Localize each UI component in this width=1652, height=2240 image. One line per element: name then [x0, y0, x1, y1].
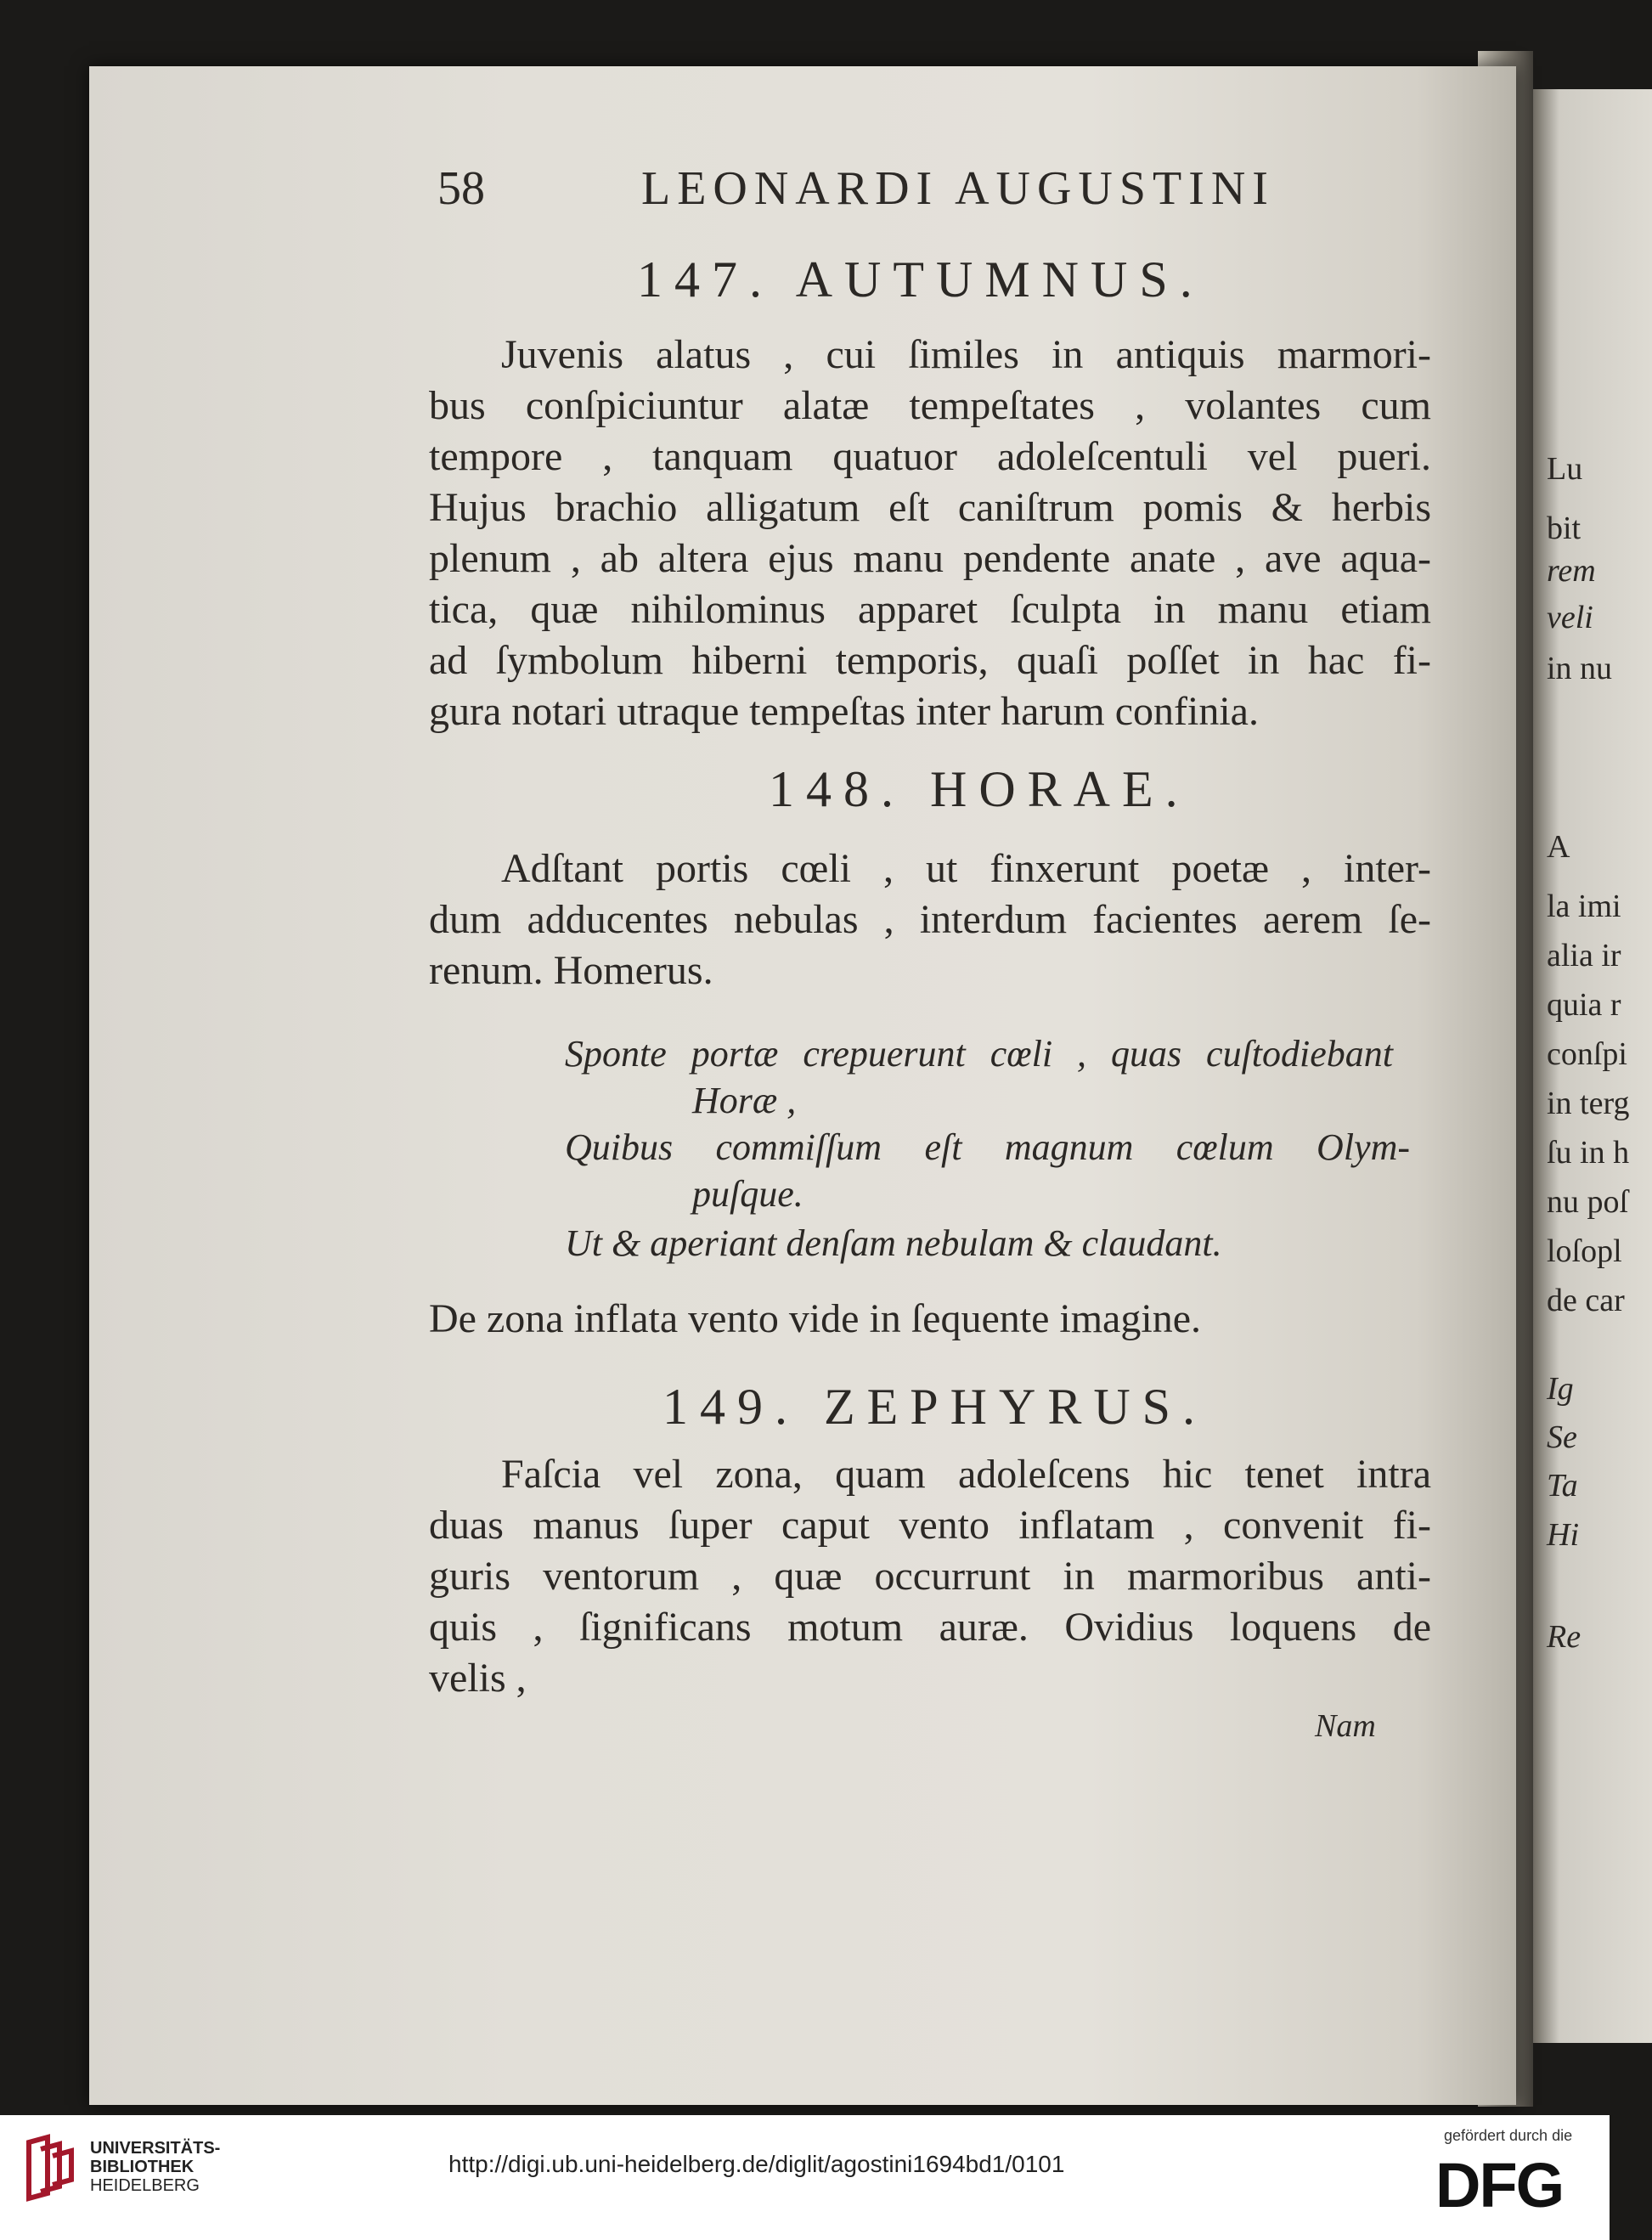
text-line: duas manus ſuper caput vento inflatam , convenit fi- [429, 1503, 1431, 1548]
text-line: gura notari utraque tempeſtas inter harum confinia. [429, 689, 1259, 734]
facing-page-fragment: nu poſ [1547, 1184, 1629, 1220]
text-line: bus conſpiciuntur alatæ tempeſtates , volantes cum [429, 383, 1431, 428]
text-line: Hujus brachio alligatum eſt caniſtrum pomis & herbis [429, 485, 1431, 530]
facing-page-fragment: Ta [1547, 1468, 1578, 1504]
facing-page-fragment: la imi [1547, 889, 1621, 924]
running-head: LEONARDI AUGUSTINI [641, 162, 1275, 215]
text-line: dum adducentes nebulas , interdum facientes aerem ſe- [429, 897, 1431, 942]
text-line: Faſcia vel zona, quam adoleſcens hic tenet intra [501, 1452, 1431, 1497]
text-line: renum. Homerus. [429, 948, 713, 993]
facing-page-fragment: in nu [1547, 651, 1613, 686]
text-line: velis , [429, 1656, 527, 1701]
facing-page-fragment: veli [1547, 600, 1593, 635]
facing-page-fragment: Re [1547, 1619, 1582, 1655]
verse-line: puſque. [692, 1173, 803, 1215]
facing-page-fragment: rem [1547, 553, 1596, 589]
facing-page-fragment: conſpi [1547, 1036, 1627, 1072]
facing-page-fragment: in terg [1547, 1086, 1630, 1121]
text-line: tica, quæ nihilominus apparet ſculpta in manu etiam [429, 587, 1431, 632]
text-line: Adſtant portis cœli , ut finxerunt poetæ , inter- [501, 846, 1431, 891]
facing-page-fragment: loſopl [1547, 1233, 1622, 1269]
facing-page-fragment: A [1547, 829, 1570, 865]
facing-page-edge [1533, 89, 1652, 2043]
university-library-logo [22, 2134, 76, 2202]
verse-line: Ut & aperiant denſam nebulam & claudant. [565, 1222, 1222, 1264]
facing-page-fragment: alia ir [1547, 938, 1621, 973]
text-line: ad ſymbolum hiberni temporis, quaſi poſſet in hac fi- [429, 638, 1431, 683]
facing-page-fragment: bit [1547, 511, 1582, 546]
university-library-name [90, 2139, 220, 2195]
text-line: De zona inflata vento vide in ſequente imagine. [429, 1296, 1201, 1341]
text-line: quis , ſignificans motum auræ. Ovidius loquens de [429, 1605, 1431, 1650]
facing-page-fragment: Se [1547, 1419, 1577, 1455]
library-name-line: BIBLIOTHEK [90, 2158, 195, 2176]
facing-page-fragment: ſu in h [1547, 1135, 1630, 1171]
catchword: Nam [1315, 1708, 1376, 1744]
text-line: tempore , tanquam quatuor adoleſcentuli vel pueri. [429, 434, 1431, 479]
footer-bar [0, 2115, 1610, 2240]
funding-label: gefördert durch die [1444, 2127, 1573, 2144]
permalink-url[interactable]: http://digi.ub.uni-heidelberg.de/diglit/agostini1694bd1/0101 [448, 2151, 1065, 2177]
section-heading: 147. AUTUMNUS. [637, 251, 1204, 308]
dfg-logo: DFG [1435, 2150, 1564, 2220]
facing-page-fragment: Hi [1547, 1517, 1579, 1553]
verse-line: Quibus commiſſum eſt magnum cœlum Olym- [565, 1126, 1410, 1168]
facing-page-fragment: quia r [1547, 987, 1621, 1023]
library-name-line: UNIVERSITÄTS- [90, 2139, 221, 2158]
verse-line: Sponte portæ crepuerunt cœli , quas cuſtodiebant [565, 1033, 1393, 1075]
facing-page-fragment: Lu [1547, 451, 1583, 487]
section-heading: 149. ZEPHYRUS. [662, 1379, 1208, 1435]
text-line: Juvenis alatus , cui ſimiles in antiquis marmori- [501, 332, 1431, 377]
page-number: 58 [437, 162, 485, 215]
section-heading: 148. HORAE. [769, 761, 1190, 817]
text-line: plenum , ab altera ejus manu pendente anate , ave aqua- [429, 536, 1431, 581]
verse-line: Horæ , [692, 1080, 797, 1121]
library-name-line: HEIDELBERG [90, 2176, 200, 2195]
text-line: guris ventorum , quæ occurrunt in marmoribus anti- [429, 1554, 1431, 1599]
facing-page-fragment: Ig [1547, 1371, 1574, 1407]
facing-page-fragment: de car [1547, 1283, 1625, 1318]
